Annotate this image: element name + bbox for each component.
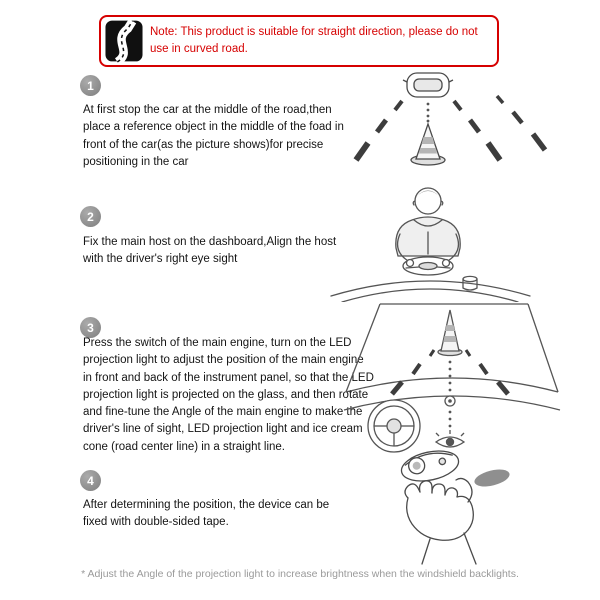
step-1-illustration (350, 68, 565, 173)
step-2-text: Fix the main host on the dashboard,Align the host with the driver's right eye sight (83, 236, 337, 266)
note-box (99, 15, 499, 67)
winding-road-icon (105, 19, 143, 63)
step-1-text: At first stop the car at the middle of the road,then place a reference object in the middle of the foad in front of the car(as the picture shows)for precise positioning in the car (83, 104, 344, 168)
footnote-text: * Adjust the Angle of the projection light to increase brightness when the windshield backlights. (81, 568, 519, 580)
step-4-text: After determining the position, the device can be fixed with double-sided tape. (83, 499, 330, 529)
driver-steering-wheel-icon (328, 182, 533, 302)
step-3-text: Press the switch of the main engine, turn on the LED projection light to adjust the position of the main engine in front and back of the instrument panel, so that the LED projection light is projected on the glass, and then rotate and fine-tune the Angle of the main engine to make the driver's line of sight, LED projection light and ice cream cone (road center line) in a straight line. (83, 337, 374, 453)
hand-holding-device-icon (372, 436, 532, 566)
note-text: Note: This product is suitable for straight direction, please do not use in curved road. (150, 26, 478, 55)
step-1-badge: 1 (80, 75, 101, 96)
step-4-badge: 4 (80, 470, 101, 491)
step-4-illustration (372, 436, 532, 566)
step-3-badge: 3 (80, 317, 101, 338)
step-2-illustration (328, 182, 533, 302)
step-2-badge: 2 (80, 206, 101, 227)
road-car-cone-icon (350, 68, 565, 173)
